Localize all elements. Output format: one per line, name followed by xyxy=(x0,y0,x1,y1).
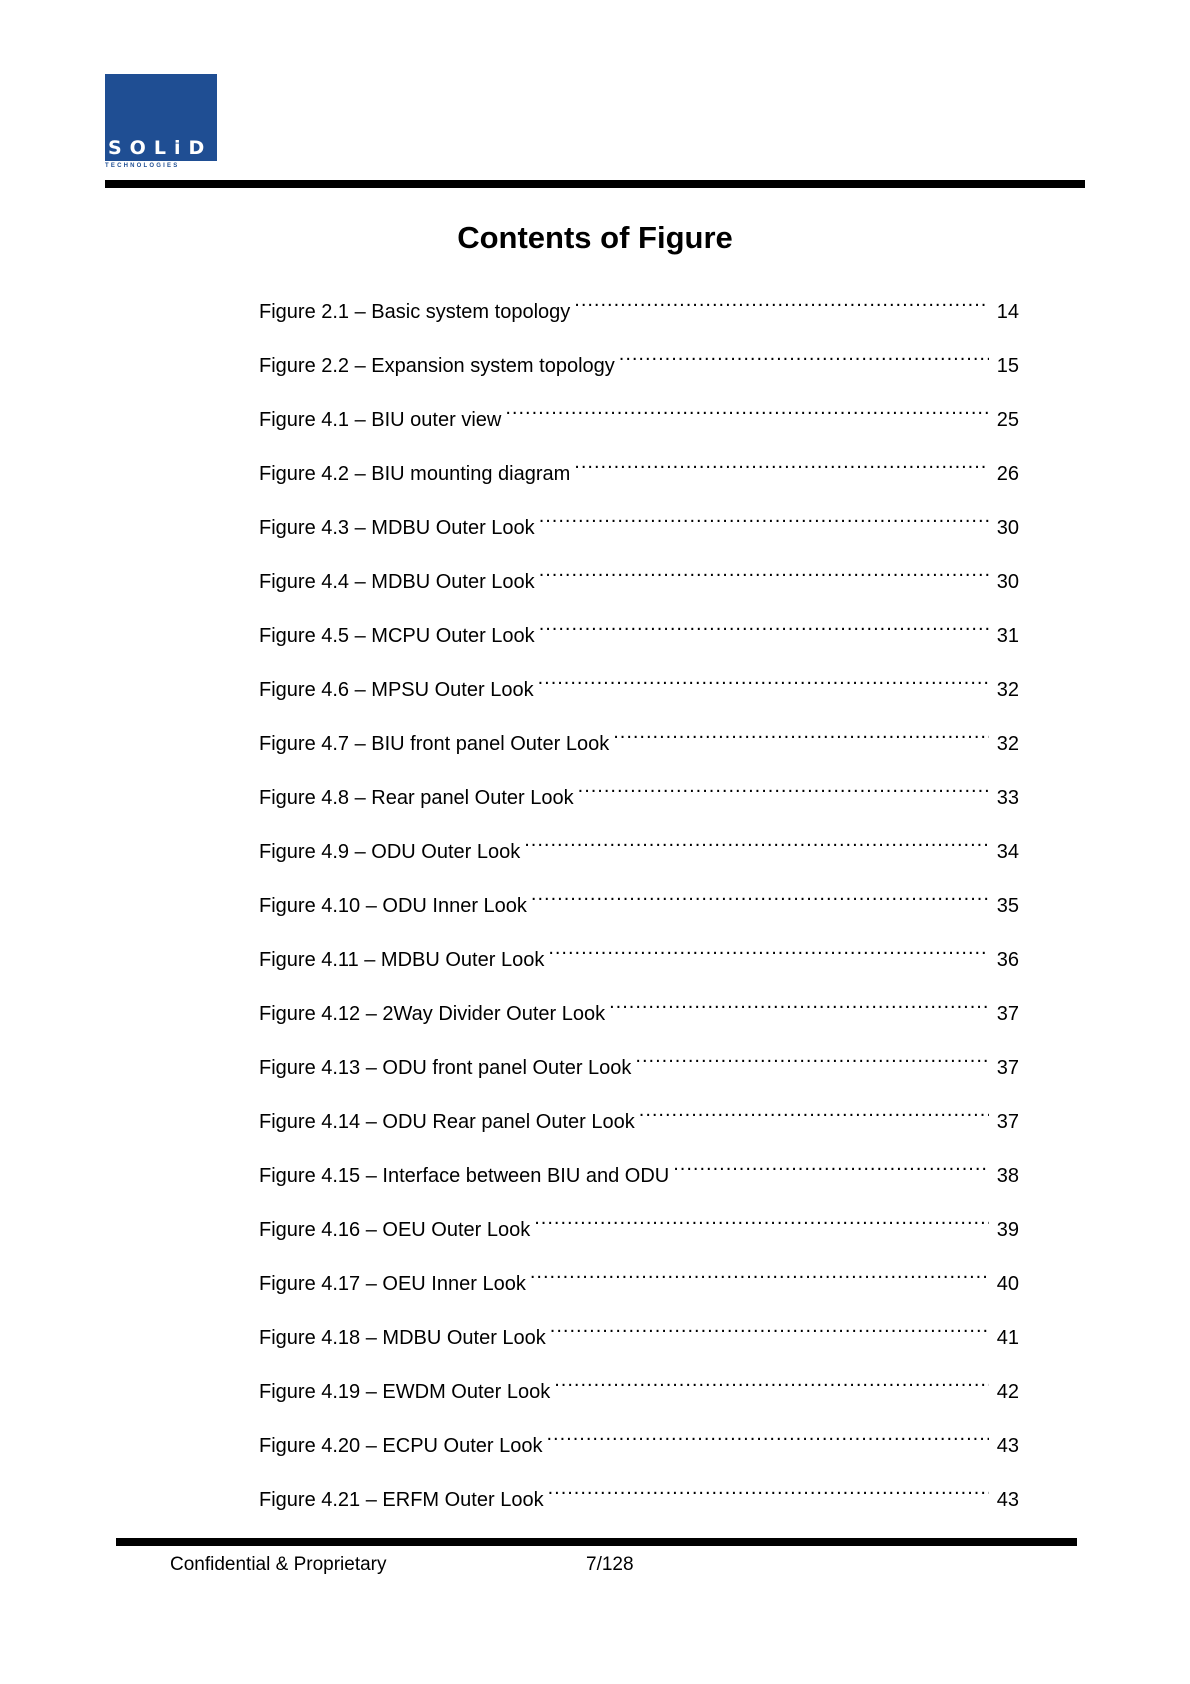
toc-entry-label: Figure 2.2 – Expansion system topology xyxy=(259,355,615,377)
toc-dot-leader xyxy=(550,1308,989,1344)
page-title-text: Contents of Figure xyxy=(457,220,733,255)
toc-entry-label: Figure 4.12 – 2Way Divider Outer Look xyxy=(259,1003,606,1025)
toc-entry[interactable] xyxy=(259,1092,1019,1146)
toc-entry-page: 41 xyxy=(996,1327,1019,1349)
toc-entry[interactable] xyxy=(259,1146,1019,1200)
toc-entry-page: 42 xyxy=(996,1381,1019,1403)
toc-entry[interactable] xyxy=(259,822,1019,876)
logo-subtext: TECHNOLOGIES xyxy=(105,163,180,169)
toc-entry-label: Figure 4.9 – ODU Outer Look xyxy=(259,841,521,863)
toc-entry-label: Figure 4.13 – ODU front panel Outer Look xyxy=(259,1057,632,1079)
toc-entry[interactable] xyxy=(259,444,1019,498)
toc-dot-leader xyxy=(574,282,989,318)
footer-rule xyxy=(116,1538,1077,1546)
toc-entry[interactable] xyxy=(259,1470,1019,1524)
toc-dot-leader xyxy=(539,552,989,588)
toc-entry[interactable] xyxy=(259,336,1019,390)
toc-dot-leader xyxy=(613,714,989,750)
toc-entry-page: 32 xyxy=(996,679,1019,701)
company-logo xyxy=(105,74,217,170)
toc-entry-label: Figure 4.7 – BIU front panel Outer Look xyxy=(259,733,610,755)
toc-entry-label: Figure 4.6 – MPSU Outer Look xyxy=(259,679,534,701)
toc-entry[interactable] xyxy=(259,1308,1019,1362)
toc-entry-page: 39 xyxy=(996,1219,1019,1241)
footer-confidential: Confidential & Proprietary xyxy=(170,1554,387,1575)
toc-entry-label: Figure 4.11 – MDBU Outer Look xyxy=(259,949,545,971)
toc-dot-leader xyxy=(505,390,989,426)
toc-entry[interactable] xyxy=(259,1254,1019,1308)
toc-entry-page: 30 xyxy=(996,571,1019,593)
toc-entry-page: 26 xyxy=(996,463,1019,485)
toc-dot-leader xyxy=(619,336,989,372)
toc-entry-label: Figure 4.8 – Rear panel Outer Look xyxy=(259,787,574,809)
toc-entry-page: 37 xyxy=(996,1003,1019,1025)
toc-entry-page: 43 xyxy=(996,1435,1019,1457)
toc-dot-leader xyxy=(548,930,989,966)
toc-entry-label: Figure 4.5 – MCPU Outer Look xyxy=(259,625,535,647)
toc-entry[interactable] xyxy=(259,660,1019,714)
figure-list xyxy=(259,282,1019,1524)
toc-entry-label: Figure 4.21 – ERFM Outer Look xyxy=(259,1489,544,1511)
toc-dot-leader xyxy=(530,1254,989,1290)
toc-dot-leader xyxy=(673,1146,989,1182)
toc-dot-leader xyxy=(539,606,989,642)
toc-entry-page: 32 xyxy=(996,733,1019,755)
toc-entry-page: 43 xyxy=(996,1489,1019,1511)
toc-entry[interactable] xyxy=(259,552,1019,606)
toc-dot-leader xyxy=(635,1038,989,1074)
logo-wordmark: SOLiD xyxy=(105,136,217,161)
toc-entry-label: Figure 4.10 – ODU Inner Look xyxy=(259,895,527,917)
toc-entry-label: Figure 4.17 – OEU Inner Look xyxy=(259,1273,526,1295)
toc-entry[interactable] xyxy=(259,1362,1019,1416)
toc-entry-label: Figure 2.1 – Basic system topology xyxy=(259,301,571,323)
toc-entry-label: Figure 4.2 – BIU mounting diagram xyxy=(259,463,571,485)
toc-entry-page: 30 xyxy=(996,517,1019,539)
toc-entry[interactable] xyxy=(259,390,1019,444)
toc-entry[interactable] xyxy=(259,1200,1019,1254)
header-rule xyxy=(105,180,1085,188)
toc-dot-leader xyxy=(531,876,989,912)
toc-entry[interactable] xyxy=(259,606,1019,660)
toc-entry-page: 36 xyxy=(996,949,1019,971)
toc-entry-label: Figure 4.19 – EWDM Outer Look xyxy=(259,1381,551,1403)
toc-dot-leader xyxy=(534,1200,989,1236)
toc-entry-page: 34 xyxy=(996,841,1019,863)
toc-entry-label: Figure 4.16 – OEU Outer Look xyxy=(259,1219,531,1241)
toc-entry-page: 14 xyxy=(996,301,1019,323)
toc-entry-page: 37 xyxy=(996,1111,1019,1133)
toc-entry-page: 15 xyxy=(996,355,1019,377)
toc-entry[interactable] xyxy=(259,768,1019,822)
toc-entry[interactable] xyxy=(259,1416,1019,1470)
toc-dot-leader xyxy=(554,1362,989,1398)
toc-dot-leader xyxy=(639,1092,989,1128)
toc-entry-label: Figure 4.15 – Interface between BIU and ODU xyxy=(259,1165,670,1187)
toc-entry[interactable] xyxy=(259,930,1019,984)
toc-entry-page: 25 xyxy=(996,409,1019,431)
toc-dot-leader xyxy=(548,1470,989,1506)
toc-entry-label: Figure 4.18 – MDBU Outer Look xyxy=(259,1327,546,1349)
toc-entry-page: 33 xyxy=(996,787,1019,809)
toc-dot-leader xyxy=(538,660,989,696)
toc-entry-page: 40 xyxy=(996,1273,1019,1295)
toc-entry-label: Figure 4.4 – MDBU Outer Look xyxy=(259,571,535,593)
toc-dot-leader xyxy=(524,822,989,858)
toc-entry-page: 31 xyxy=(996,625,1019,647)
toc-dot-leader xyxy=(574,444,989,480)
toc-entry-label: Figure 4.20 – ECPU Outer Look xyxy=(259,1435,543,1457)
toc-entry-label: Figure 4.3 – MDBU Outer Look xyxy=(259,517,535,539)
toc-entry[interactable] xyxy=(259,714,1019,768)
toc-entry-page: 35 xyxy=(996,895,1019,917)
page-title xyxy=(0,218,1190,258)
toc-entry[interactable] xyxy=(259,282,1019,336)
toc-entry-label: Figure 4.14 – ODU Rear panel Outer Look xyxy=(259,1111,635,1133)
toc-entry-label: Figure 4.1 – BIU outer view xyxy=(259,409,502,431)
toc-dot-leader xyxy=(609,984,989,1020)
toc-dot-leader xyxy=(539,498,989,534)
footer-page-number: 7/128 xyxy=(586,1554,634,1575)
toc-entry-page: 38 xyxy=(996,1165,1019,1187)
toc-entry[interactable] xyxy=(259,498,1019,552)
logo-block xyxy=(105,74,217,136)
toc-dot-leader xyxy=(578,768,989,804)
toc-entry[interactable] xyxy=(259,984,1019,1038)
toc-entry[interactable] xyxy=(259,1038,1019,1092)
toc-entry-page: 37 xyxy=(996,1057,1019,1079)
toc-entry[interactable] xyxy=(259,876,1019,930)
toc-dot-leader xyxy=(546,1416,989,1452)
